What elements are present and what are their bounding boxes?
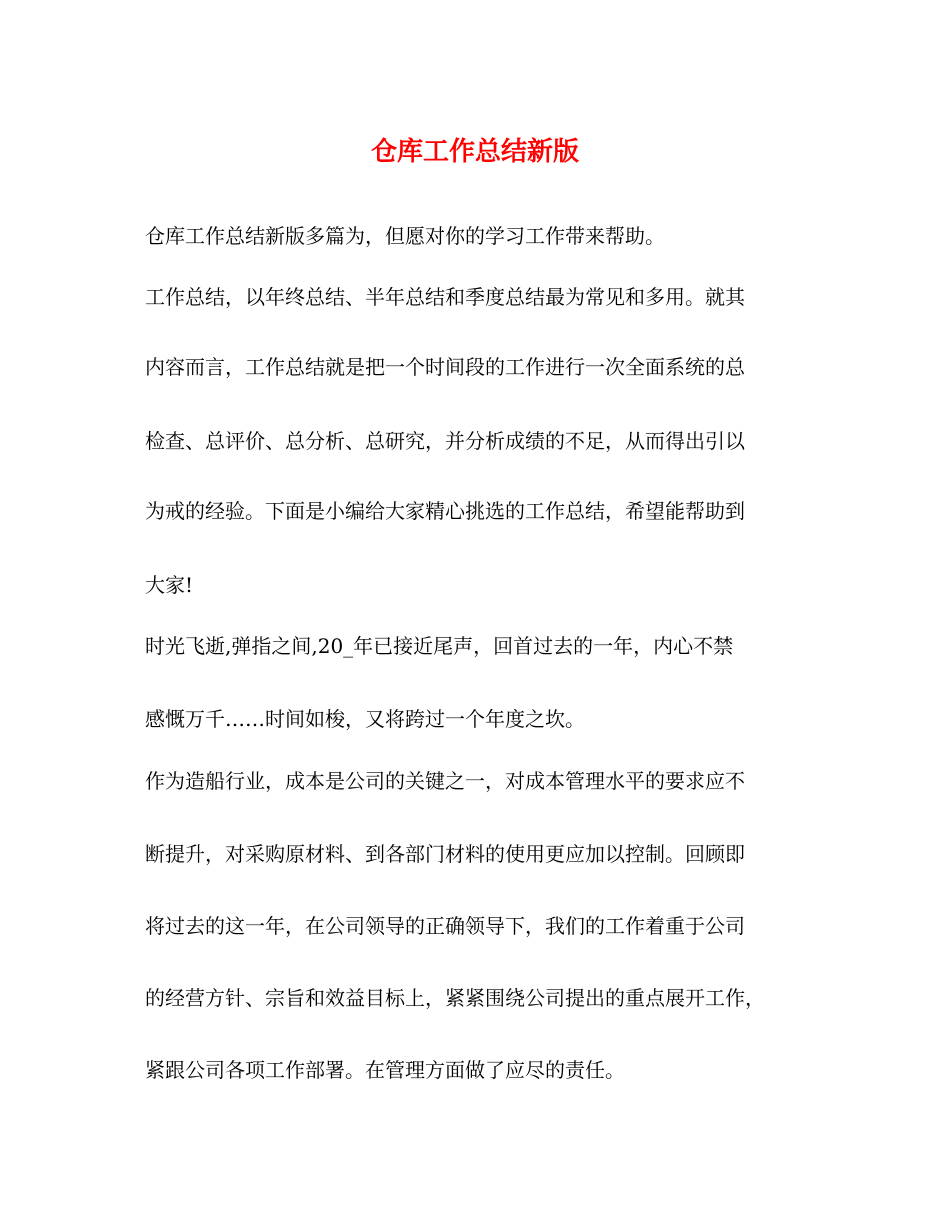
paragraph1-line-2: 内容而言，工作总结就是把一个时间段的工作进行一次全面系统的总 [145, 355, 745, 379]
paragraph1-line-4: 为戒的经验。下面是小编给大家精心挑选的工作总结，希望能帮助到 [145, 499, 745, 523]
paragraph3-line-4: 的经营方针、宗旨和效益目标上，紧紧围绕公司提出的重点展开工作， [145, 986, 765, 1010]
paragraph3-line-5: 紧跟公司各项工作部署。在管理方面做了应尽的责任。 [145, 1058, 625, 1082]
paragraph2-line-2: 感慨万千……时间如梭，又将跨过一个年度之坎。 [145, 707, 585, 731]
paragraph3-line-2: 断提升，对采购原材料、到各部门材料的使用更应加以控制。回顾即 [145, 842, 745, 866]
paragraph1-line-5: 大家! [145, 573, 194, 597]
paragraph1-line-3: 检查、总评价、总分析、总研究，并分析成绩的不足，从而得出引以 [145, 429, 745, 453]
document-title: 仓库工作总结新版 [370, 137, 579, 167]
paragraph3-line-1: 作为造船行业，成本是公司的关键之一，对成本管理水平的要求应不 [145, 769, 745, 793]
paragraph1-line-1: 工作总结，以年终总结、半年总结和季度总结最为常见和多用。就其 [145, 285, 745, 309]
paragraph2-line-1: 时光飞逝,弹指之间,20_年已接近尾声，回首过去的一年，内心不禁 [145, 634, 734, 658]
intro-line: 仓库工作总结新版多篇为，但愿对你的学习工作带来帮助。 [145, 224, 665, 248]
paragraph3-line-3: 将过去的这一年，在公司领导的正确领导下，我们的工作着重于公司 [145, 914, 745, 938]
